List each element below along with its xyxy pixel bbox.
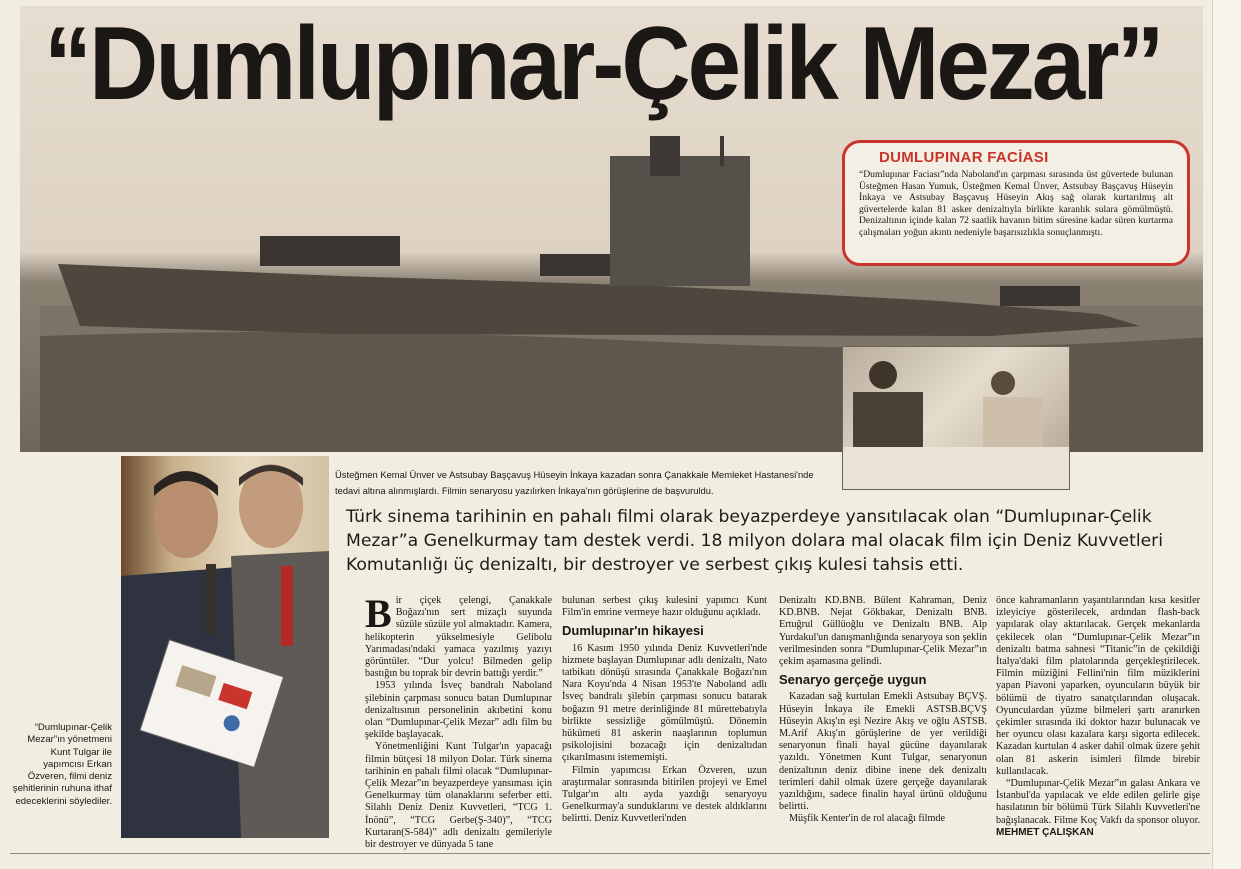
photo-caption-top: Üsteğmen Kemal Ünver ve Astsubay Başçavuş Hüseyin İnkaya kazadan sonra Çanakkale Memleket Hastanesi'nde tedavi altına alınmışlardı. Filmin senaryosu yazılırken İnkaya'nın görüşlerine de başvuruldu. — [335, 469, 814, 496]
photo-caption-left: “Dumlupınar-Çelik Mezar”ın yönetmeni Kunt Tulgar ile yapımcısı Erkan Özveren, filmi deniz şehitlerinin ruhuna ithaf edeceklerini söylediler. — [12, 722, 112, 807]
lead-paragraph: Türk sinema tarihinin en pahalı filmi olarak beyazperdeye yansıtılacak olan “Dumlupınar-Çelik Mezar”a Genelkurmay tam destek verdi. 18 milyon dolara mal olacak film için Deniz Kuvvetleri Komutanlığı üç denizaltı, bir destroyer ve serbest çıkış kulesi tahsis etti. — [346, 507, 1164, 575]
paragraph: 1953 yılında İsveç bandralı Naboland şilebinin çarpması sonucu batan Dumlupınar denizaltısının personelinin akıbetini konu olan “Dumlupınar-Çelik Mezar” adlı film bu şekilde başlayacak. — [365, 680, 552, 741]
info-box-text: “Dumlupınar Faciası”nda Naboland'ın çarpması sırasında üst güvertede bulunan Üsteğmen Hasan Yumuk, Üsteğmen Kemal Ünver, Astsubay Başçavuş Hüseyin İnkaya ve Astsubay Başçavuş Hüseyin Akış sağ olarak kurtarılmış alt güvertelerde kalan 81 asker denizaltıyla birlikte karanlık sulara gömülmüştü. Denizaltının içinde kalan 72 saatlik havanın bitim süresine kadar süren kurtarma çalışmaları yoğun akıntı nedeniyle başarısızlıkla sonuçlanmıştı. — [859, 169, 1173, 238]
paragraph: 16 Kasım 1950 yılında Deniz Kuvvetleri'nde hizmete başlayan Dumlupınar adlı denizaltı, Nato tatbikatı dönüşü sırasında Çanakkale Boğazı'nın Nara Koyu'nda 4 Nisan 1953'te Naboland adlı İsveç bandralı şilebin çarpması sonucu batarak boğazın 91 metre derinliğinde 81 mürettebatıyla birlikte sessizliğe gömülmüştü. Dönemin hükümeti 81 askerin naaşlarının toplumun psikolojisini bozacağı için denizaltıdan çıkarılmasını istememişti. — [562, 642, 767, 764]
section-heading: Senaryo gerçeğe uygun — [779, 672, 927, 688]
section-heading: Dumlupınar'ın hikayesi — [562, 623, 704, 639]
paragraph: önce kahramanların yaşantılarından kısa kesitler izleyiciye gösterilecek, ardından flash-back yapılarak olay aktarılacak. Gerçek mekanlarda çekilecek olan “Dumlupınar-Çelik Mezar”ın denizaltı batma sahnesi “Titanic”in de çekildiği İtalya'daki film platolarında gerçekleştirilecek. Filmin müziğini Fellini'nin film müziklerini yapan Piavoni yaparken, oyuncuların büyük bir bölümü de tiyatro sanatçılarından oluşacak. Oyunculardan yüzme bilmeleri şartı aranırken çekimler sırasında iki doktor hazır bulunacak ve her oyuncu olası kazalara karşı sigorta edilecek. Kazadan kurtulan 4 asker dahil olmak üzere şehit olan 81 askerin isimleri filmde birebir kullanılacak. — [996, 595, 1200, 777]
directors-photo — [121, 456, 329, 838]
article-column-2 — [562, 595, 767, 826]
paragraph: Filmin yapımcısı Erkan Özveren, uzun araştırmalar sonrasında bitirilen projeyi ve Emel Tulgar'ın altı ayda yazdığı senaryoyu Genelkurmay'a sunduklarını ve destek aldıklarını belirtti. Deniz Kuvvetleri'nden — [562, 764, 767, 825]
paragraph-text: “Dumlupınar-Çelik Mezar”ın galası Ankara ve İstanbul'da yapılacak ve elde edilen gelirle gişe hasılatının bir bölümü Türk Silahlı Kuvvetleri'ne bağışlanacak. Filme Koç Vakfı da sponsor oluyor. — [996, 778, 1200, 826]
article-column-3 — [779, 595, 987, 826]
directors-illustration — [121, 456, 329, 838]
paragraph: ir çiçek çelengi, Çanakkale Boğazı'nın sert mizaçlı suyunda süzüle süzüle yol almaktadır. Kamera, helikopterin yükselmesiyle Gelibolu Yarımadası'ndaki yamaca yazılmış yazıyı görüntüler. “Dur yolcu! Bilmeden gelip bastığın bu toprak bir devrin battığı yerdir.” — [365, 595, 552, 680]
drop-cap: B — [365, 591, 392, 636]
hospital-illustration — [843, 347, 1069, 489]
headline: “Dumlupınar-Çelik Mezar” — [44, 6, 1162, 122]
article-column-4 — [996, 595, 1200, 839]
info-box-title: DUMLUPINAR FACİASI — [879, 149, 1049, 166]
paragraph — [996, 778, 1200, 839]
paragraph: Yönetmenliğini Kunt Tulgar'ın yapacağı filmin bütçesi 18 milyon Dolar. Türk sinema tarihinin en pahalı filmi olacak “Dumlupınar-Çelik Mezar”ın beyazperdeye yansıması için Genelkurmay tüm olanaklarını seferber etti. Silahlı Deniz Deniz Kuvvetleri, “TCG 1. İnönü”, “TCG Gerbe(Ş-340)”, “TCG Kurtaran(S-584)” adlı denizaltı gemileriyle bir destroyer ve dünyada 5 tane — [365, 741, 552, 851]
info-box — [842, 140, 1190, 266]
bottom-rule — [10, 853, 1210, 854]
hospital-photo — [842, 346, 1070, 490]
paragraph: bulunan serbest çıkış kulesini yapımcı Kunt Film'in emrine vermeye hazır olduğunu açıkladı. — [562, 595, 767, 619]
article-column-1 — [365, 591, 552, 851]
byline: MEHMET ÇALIŞKAN — [996, 826, 1094, 838]
paragraph: Denizaltı KD.BNB. Bülent Kahraman, Deniz KD.BNB. Nejat Gökbakar, Denizaltı BNB. Ertuğrul Güllüoğlu ve Denizaltı BNB. Alp Yurdakul'un danışmanlığında senaryoya son şeklin verilmesinden sonra “Dumlupınar-Çelik Mezar”ın çekim aşamasına gelindi. — [779, 595, 987, 668]
paragraph: Kazadan sağ kurtulan Emekli Astsubay BÇVŞ. Hüseyin İnkaya ile Emekli ASTSB.BÇVŞ Hüseyin Akış'ın eşi Nezire Akış ve oğlu ASTSB. M.Arif Akış'ın görüşlerine de yer verildiği senaryonun finali hayal gücüne dayanılarak yazıldı. Yönetmen Kunt Tulgar, senaryonun denizaltının deniz dibine inene dek denizaltı terimleri dahil olmak üzere gerçeğe dayanılarak yazıldığını, sadece finalin hayal ürünü olduğunu belirtti. — [779, 691, 987, 813]
paragraph: Müşfik Kenter'in de rol alacağı filmde — [789, 813, 946, 825]
page-edge — [1212, 0, 1241, 869]
